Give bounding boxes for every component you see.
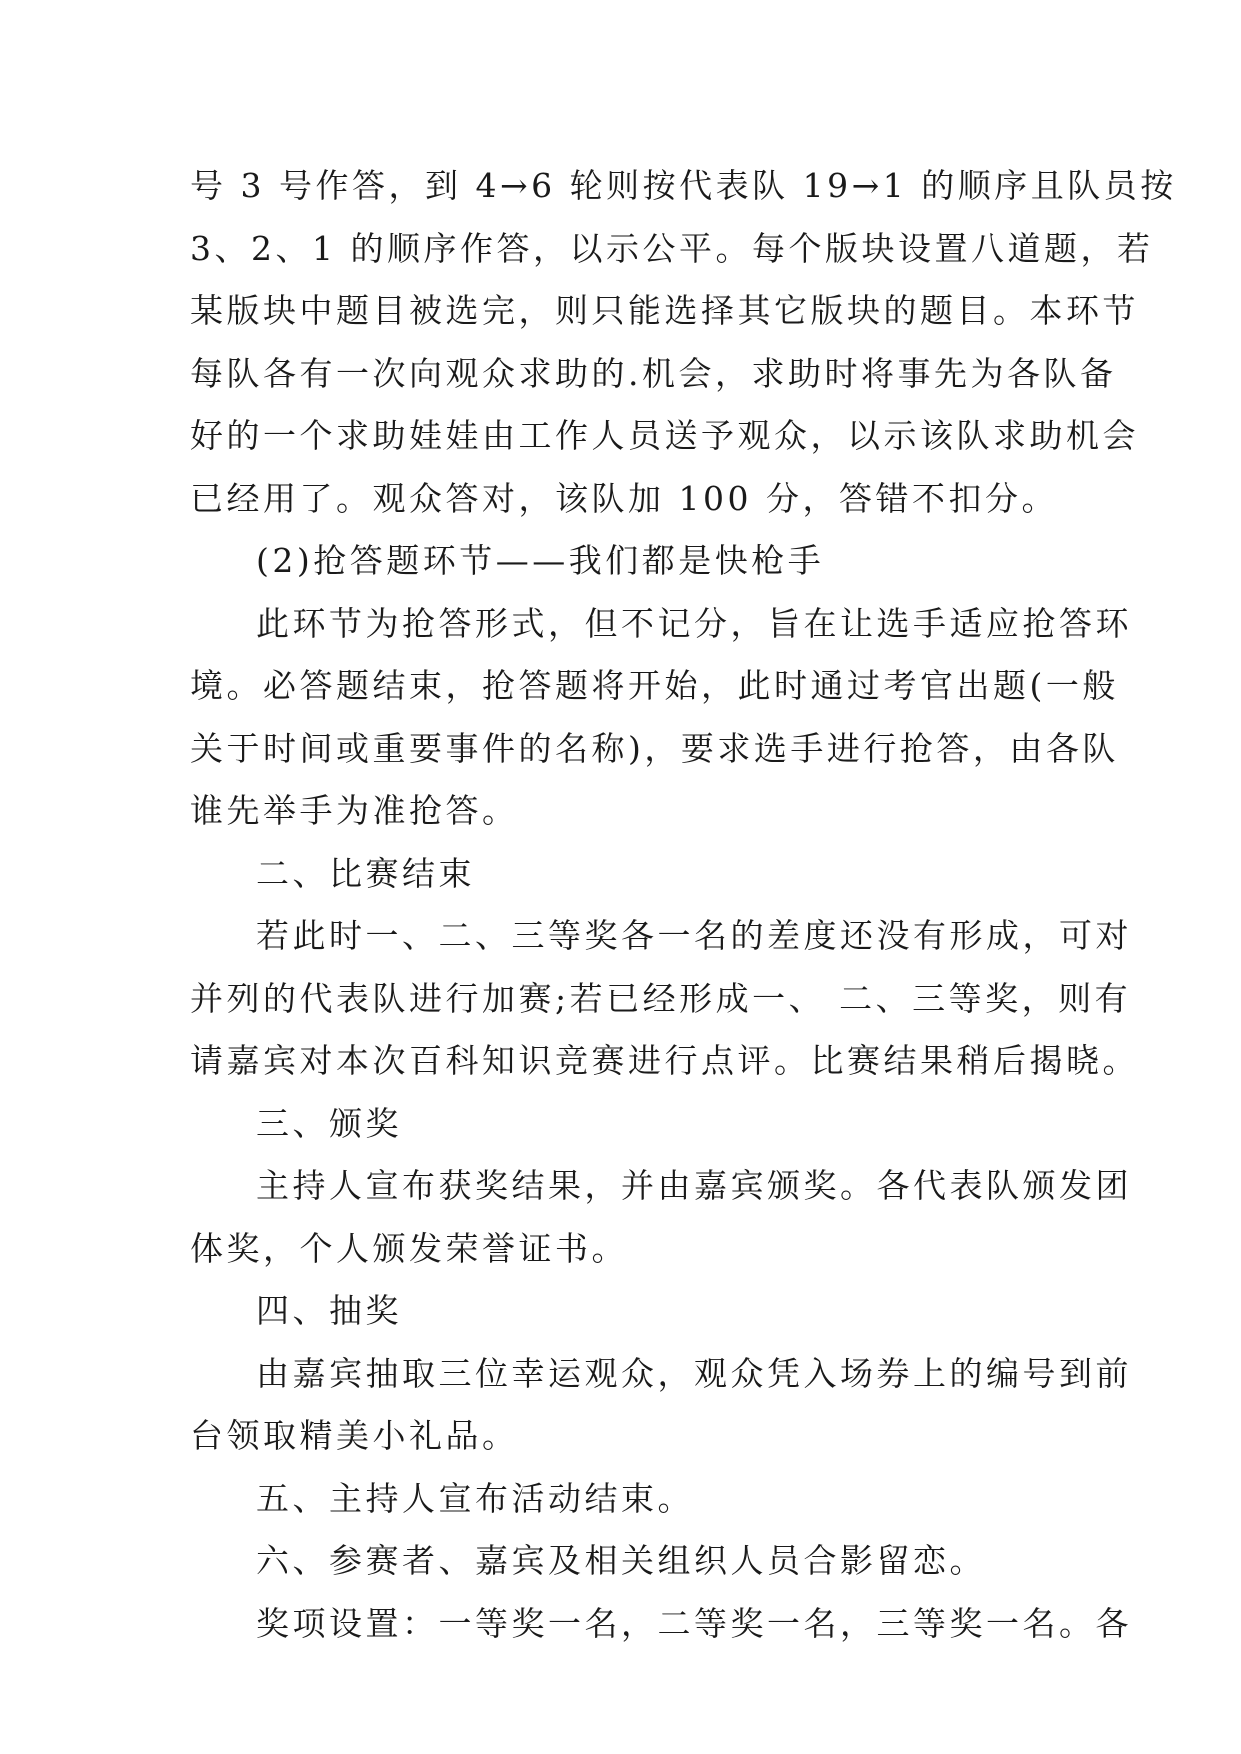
text-line: 主持人宣布获奖结果，并由嘉宾颁奖。各代表队颁发团 — [256, 1166, 1132, 1205]
text-line: 好的一个求助娃娃由工作人员送予观众，以示该队求助机会 — [190, 416, 1139, 455]
text-line: 3、2、1 的顺序作答，以示公平。每个版块设置八道题，若 — [190, 228, 1154, 268]
document-body — [190, 155, 1177, 1655]
text-line: 奖项设置：一等奖一名，二等奖一名，三等奖一名。各 — [256, 1603, 1132, 1643]
section-heading: (2)抢答题环节——我们都是快枪手 — [256, 541, 825, 580]
text-line: 由嘉宾抽取三位幸运观众，观众凭入场券上的编号到前 — [256, 1353, 1132, 1393]
text-line: 若此时一、二、三等奖各一名的差度还没有形成，可对 — [256, 916, 1132, 955]
text-line: 请嘉宾对本次百科知识竞赛进行点评。比赛结果稍后揭晓。 — [190, 1041, 1139, 1080]
section-heading: 六、参赛者、嘉宾及相关组织人员合影留恋。 — [256, 1541, 986, 1580]
text-line: 关于时间或重要事件的名称)，要求选手进行抢答，由各队 — [190, 728, 1119, 768]
text-line: 台领取精美小礼品。 — [190, 1416, 519, 1455]
section-heading: 三、颁奖 — [256, 1103, 402, 1143]
text-line: 某版块中题目被选完，则只能选择其它版块的题目。本环节 — [190, 291, 1139, 330]
text-line: 已经用了。观众答对，该队加 100 分，答错不扣分。 — [190, 478, 1058, 518]
text-line: 谁先举手为准抢答。 — [190, 791, 519, 830]
section-heading: 五、主持人宣布活动结束。 — [256, 1478, 694, 1518]
text-line: 号 3 号作答，到 4→6 轮则按代表队 19→1 的顺序且队员按 — [190, 166, 1177, 205]
section-heading: 四、抽奖 — [256, 1291, 402, 1330]
text-line: 并列的代表队进行加赛;若已经形成一、 二、三等奖，则有 — [190, 978, 1132, 1018]
text-line: 境。必答题结束，抢答题将开始，此时通过考官出题(一般 — [190, 666, 1119, 705]
text-line: 此环节为抢答形式，但不记分，旨在让选手适应抢答环 — [256, 603, 1132, 643]
text-line: 体奖，个人颁发荣誉证书。 — [190, 1228, 628, 1268]
section-heading: 二、比赛结束 — [256, 853, 475, 893]
text-line: 每队各有一次向观众求助的.机会，求助时将事先为各队备 — [190, 353, 1117, 393]
